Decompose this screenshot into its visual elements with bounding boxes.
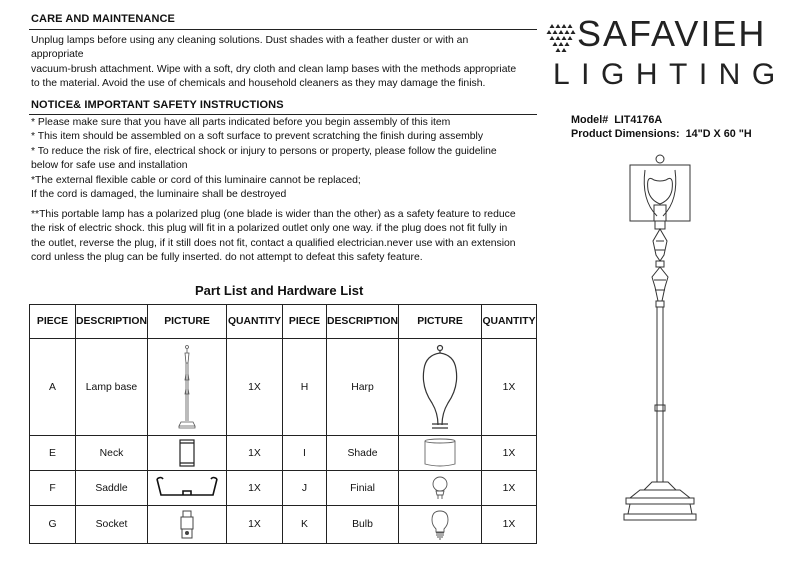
care-divider (29, 29, 537, 30)
description-cell: Neck (76, 436, 148, 471)
header-description: DESCRIPTION (327, 305, 399, 339)
lamp-base-icon (177, 344, 197, 430)
floor-lamp-drawing (610, 150, 710, 525)
lamp-illustration (610, 150, 710, 525)
polarized-line: the risk of electric shock. this plug will fit in a polarized outlet only one way. if the plug does not fit fully in (31, 223, 508, 235)
care-line: to the material. Avoid the use of chemicals and household cleaners as they may damage the finish. (31, 78, 486, 90)
notice-line: * This item should be assembled on a soft surface to prevent scratching the finish during assembly (31, 131, 484, 143)
notice-paragraph (31, 116, 497, 202)
picture-cell (148, 339, 227, 436)
description-cell: Lamp base (76, 339, 148, 436)
piece-cell: F (30, 471, 76, 506)
care-paragraph (31, 34, 516, 92)
table-row (30, 471, 537, 506)
picture-cell (148, 436, 227, 471)
description-cell: Finial (327, 471, 399, 506)
bulb-icon (430, 509, 450, 541)
notice-line: below for safe use and installation (31, 160, 188, 172)
description-cell: Shade (327, 436, 399, 471)
table-row (30, 339, 537, 436)
header-piece: PIECE (283, 305, 327, 339)
description-cell: Bulb (327, 506, 399, 544)
header-picture: PICTURE (399, 305, 482, 339)
quantity-cell: 1X (227, 471, 283, 506)
quantity-cell: 1X (482, 471, 537, 506)
quantity-cell: 1X (482, 339, 537, 436)
notice-heading: NOTICE& IMPORTANT SAFETY INSTRUCTIONS (31, 99, 284, 111)
header-quantity: QUANTITY (227, 305, 283, 339)
piece-cell: A (30, 339, 76, 436)
care-line: Unplug lamps before using any cleaning solutions. Dust shades with a feather duster or with an (31, 35, 469, 46)
quantity-cell: 1X (227, 339, 283, 436)
harp-icon (418, 344, 462, 430)
polarized-line: **This portable lamp has a polarized plug (one blade is wider than the other) as a safety feature to reduce (31, 209, 516, 220)
header-picture: PICTURE (148, 305, 227, 339)
header-piece: PIECE (30, 305, 76, 339)
finial-icon (430, 475, 450, 501)
brand-logo (546, 22, 576, 56)
table-header-row (30, 305, 537, 339)
picture-cell (399, 436, 482, 471)
notice-divider (29, 114, 537, 115)
saddle-icon (155, 475, 219, 501)
neck-icon (177, 438, 197, 468)
quantity-cell: 1X (227, 436, 283, 471)
model-label: Model# (571, 114, 609, 126)
piece-cell: H (283, 339, 327, 436)
piece-cell: G (30, 506, 76, 544)
polarized-line: cord unless the plug can be fully inserted. do not attempt to defeat this safety feature. (31, 252, 423, 264)
parts-table-title: Part List and Hardware List (195, 283, 364, 298)
care-line: vacuum-brush attachment. Wipe with a soft, dry cloth and clean lamp bases with the methods appropriate (31, 63, 517, 75)
header-description: DESCRIPTION (76, 305, 148, 339)
table-row (30, 506, 537, 544)
parts-table (29, 304, 537, 544)
shade-icon (423, 438, 457, 468)
picture-cell (399, 506, 482, 544)
socket-icon (179, 509, 195, 541)
polarized-line: the outlet, reverse the plug, if it still does not fit, contact a qualified electrician.never use with an extension (31, 237, 516, 249)
brand-name: SAFAVIEH (577, 13, 767, 54)
picture-cell (148, 471, 227, 506)
quantity-cell: 1X (482, 506, 537, 544)
model-info (571, 113, 752, 141)
notice-line: If the cord is damaged, the luminaire shall be destroyed (31, 189, 287, 201)
picture-cell (399, 471, 482, 506)
piece-cell: I (283, 436, 327, 471)
quantity-cell: 1X (482, 436, 537, 471)
quantity-cell: 1X (227, 506, 283, 544)
dimensions-label: Product Dimensions: (571, 128, 680, 140)
piece-cell: J (283, 471, 327, 506)
care-line: appropriate (31, 49, 84, 61)
brand-subname: LIGHTING (553, 58, 787, 91)
care-heading: CARE AND MAINTENANCE (31, 13, 175, 25)
description-cell: Harp (327, 339, 399, 436)
dimensions-value: 14"D X 60 "H (685, 128, 752, 140)
brand-mark-icon (546, 22, 576, 56)
picture-cell (399, 339, 482, 436)
piece-cell: K (283, 506, 327, 544)
description-cell: Socket (76, 506, 148, 544)
polarized-paragraph (31, 208, 516, 266)
notice-line: *The external flexible cable or cord of this luminaire cannot be replaced; (31, 174, 361, 186)
notice-line: * To reduce the risk of fire, electrical shock or injury to persons or property, please follow the guideline (31, 145, 497, 157)
table-row (30, 436, 537, 471)
model-value: LIT4176A (614, 114, 663, 126)
piece-cell: E (30, 436, 76, 471)
notice-line: * Please make sure that you have all parts indicated before you begin assembly of this item (31, 117, 451, 128)
description-cell: Saddle (76, 471, 148, 506)
header-quantity: QUANTITY (482, 305, 537, 339)
picture-cell (148, 506, 227, 544)
